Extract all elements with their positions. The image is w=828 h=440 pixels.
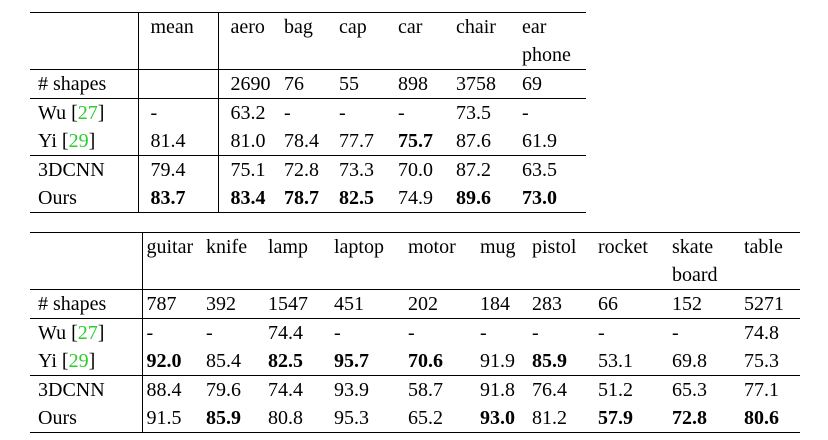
method-cell (30, 376, 142, 405)
value-cell (334, 347, 408, 376)
table-row (30, 99, 586, 128)
best-value: 83.4 (230, 187, 266, 209)
citation-link[interactable]: [27] (71, 322, 105, 344)
value-cell: 75.3 (744, 350, 779, 372)
table-row (30, 376, 800, 405)
value-cell (218, 184, 284, 213)
table-row (30, 347, 800, 376)
best-value: 85.9 (206, 407, 241, 429)
best-value: 82.5 (268, 350, 303, 372)
column-header: mean (138, 13, 218, 70)
value-cell: 79.6 (206, 376, 268, 405)
table-row (30, 70, 586, 99)
value-cell: 77.7 (339, 130, 374, 152)
column-header: motor (408, 233, 480, 290)
column-header: lamp (268, 233, 334, 290)
best-value: 57.9 (598, 407, 633, 429)
value-cell (268, 347, 334, 376)
best-value: 93.0 (480, 407, 515, 429)
column-header: ear phone (522, 13, 586, 70)
best-value: 80.6 (744, 407, 779, 429)
value-cell: 95.3 (334, 404, 408, 433)
value-cell: - (522, 99, 586, 128)
value-cell: - (339, 99, 398, 128)
value-cell (480, 404, 532, 433)
value-cell: - (598, 319, 672, 348)
citation-link[interactable]: [29] (61, 350, 96, 372)
best-value: 72.8 (672, 407, 707, 429)
value-cell: 74.9 (398, 184, 456, 213)
value-cell (522, 184, 586, 213)
value-cell: 283 (532, 290, 598, 319)
value-cell: 65.3 (672, 376, 744, 405)
value-cell: 69.8 (672, 350, 707, 372)
value-cell: 66 (598, 290, 672, 319)
value-cell: 152 (672, 290, 744, 319)
value-cell: 53.1 (598, 350, 633, 372)
table-row (30, 184, 586, 213)
citation-link[interactable]: [27] (71, 102, 105, 124)
value-cell: 88.4 (142, 376, 206, 405)
corner-cell (30, 233, 142, 290)
best-value: 75.7 (398, 130, 433, 152)
value-cell: 78.4 (284, 130, 319, 152)
value-cell: 202 (408, 290, 480, 319)
best-value: 73.0 (522, 187, 557, 209)
value-cell: 63.5 (522, 156, 586, 185)
method-cell (30, 290, 142, 319)
value-cell (744, 404, 800, 433)
value-cell: - (398, 99, 456, 128)
table-2-header-row (30, 233, 800, 290)
value-cell: 81.0 (230, 130, 266, 152)
value-cell (408, 347, 480, 376)
value-cell: 3758 (456, 70, 522, 99)
method-name: Ours (38, 187, 77, 209)
value-cell (598, 404, 672, 433)
column-header: cap (339, 13, 398, 70)
method-name: # shapes (38, 73, 107, 95)
value-cell: 58.7 (408, 376, 480, 405)
value-cell (398, 127, 456, 156)
table-row (30, 290, 800, 319)
value-cell: 1547 (268, 290, 334, 319)
value-cell (142, 347, 206, 376)
best-value: 85.9 (532, 350, 567, 372)
value-cell: 70.0 (398, 156, 456, 185)
value-cell: 72.8 (284, 156, 339, 185)
value-cell: - (142, 319, 206, 348)
value-cell: - (480, 319, 532, 348)
value-cell: 392 (206, 290, 268, 319)
value-cell (138, 70, 218, 99)
best-value: 95.7 (334, 350, 369, 372)
value-cell: 69 (522, 70, 586, 99)
value-cell: 85.4 (206, 350, 241, 372)
value-cell: 81.4 (138, 127, 218, 156)
table-row (30, 156, 586, 185)
value-cell: 5271 (744, 290, 800, 319)
value-cell: 80.8 (268, 404, 334, 433)
column-header: table (744, 233, 800, 290)
column-header: knife (206, 233, 268, 290)
citation-link[interactable]: [29] (61, 130, 96, 152)
column-header: car (398, 13, 456, 70)
method-name: Wu (38, 102, 67, 124)
method-cell (30, 347, 142, 376)
method-cell (30, 184, 138, 213)
method-name: Yi (38, 350, 57, 372)
column-header: mug (480, 233, 532, 290)
value-cell: 77.1 (744, 376, 800, 405)
column-header: skate board (672, 233, 744, 290)
table-row (30, 404, 800, 433)
value-cell (138, 184, 218, 213)
method-name: 3DCNN (38, 379, 105, 401)
value-cell: 73.3 (339, 156, 398, 185)
method-name: 3DCNN (38, 159, 105, 181)
value-cell: 91.5 (142, 404, 206, 433)
value-cell: 451 (334, 290, 408, 319)
value-cell: 87.2 (456, 156, 522, 185)
method-cell (30, 404, 142, 433)
method-cell (30, 127, 138, 156)
value-cell: 76 (284, 70, 339, 99)
value-cell: - (138, 99, 218, 128)
method-cell (30, 319, 142, 348)
table-1-header-row (30, 13, 586, 70)
value-cell: - (206, 319, 268, 348)
best-value: 70.6 (408, 350, 443, 372)
value-cell: 73.5 (456, 99, 522, 128)
table-row (30, 127, 586, 156)
method-cell (30, 70, 138, 99)
column-header: guitar (142, 233, 206, 290)
value-cell: 93.9 (334, 376, 408, 405)
value-cell: - (408, 319, 480, 348)
value-cell: - (532, 319, 598, 348)
table-1 (30, 12, 586, 213)
value-cell: 75.1 (218, 156, 284, 185)
value-cell: 63.2 (218, 99, 284, 128)
value-cell (206, 404, 268, 433)
value-cell: 2690 (218, 70, 284, 99)
value-cell: 76.4 (532, 376, 598, 405)
column-header: laptop (334, 233, 408, 290)
column-header: bag (284, 13, 339, 70)
column-header: chair (456, 13, 522, 70)
method-name: Yi (38, 130, 57, 152)
best-value: 78.7 (284, 187, 319, 209)
method-name: Wu (38, 322, 67, 344)
column-header: pistol (532, 233, 598, 290)
table-2 (30, 232, 800, 433)
value-cell: 787 (142, 290, 206, 319)
value-cell (339, 184, 398, 213)
value-cell: - (334, 319, 408, 348)
method-cell (30, 99, 138, 128)
value-cell: 74.8 (744, 319, 800, 348)
value-cell: 51.2 (598, 376, 672, 405)
method-name: Ours (38, 407, 77, 429)
best-value: 89.6 (456, 187, 491, 209)
value-cell: 81.2 (532, 404, 598, 433)
best-value: 83.7 (150, 187, 186, 209)
column-header: aero (218, 13, 284, 70)
value-cell: 65.2 (408, 404, 480, 433)
table-row (30, 319, 800, 348)
value-cell: - (284, 99, 339, 128)
value-cell: 184 (480, 290, 532, 319)
value-cell: 55 (339, 70, 398, 99)
value-cell (284, 184, 339, 213)
value-cell: 91.9 (480, 350, 515, 372)
value-cell (672, 404, 744, 433)
value-cell: 898 (398, 70, 456, 99)
value-cell: 74.4 (268, 376, 334, 405)
method-cell (30, 156, 138, 185)
value-cell: 74.4 (268, 319, 334, 348)
value-cell (532, 347, 598, 376)
value-cell: 91.8 (480, 376, 532, 405)
value-cell: 61.9 (522, 130, 557, 152)
corner-cell (30, 13, 138, 70)
value-cell: - (672, 319, 744, 348)
best-value: 92.0 (146, 350, 182, 372)
value-cell: 79.4 (138, 156, 218, 185)
value-cell: 87.6 (456, 130, 491, 152)
method-name: # shapes (38, 293, 107, 315)
value-cell (456, 184, 522, 213)
column-header: rocket (598, 233, 672, 290)
best-value: 82.5 (339, 187, 374, 209)
